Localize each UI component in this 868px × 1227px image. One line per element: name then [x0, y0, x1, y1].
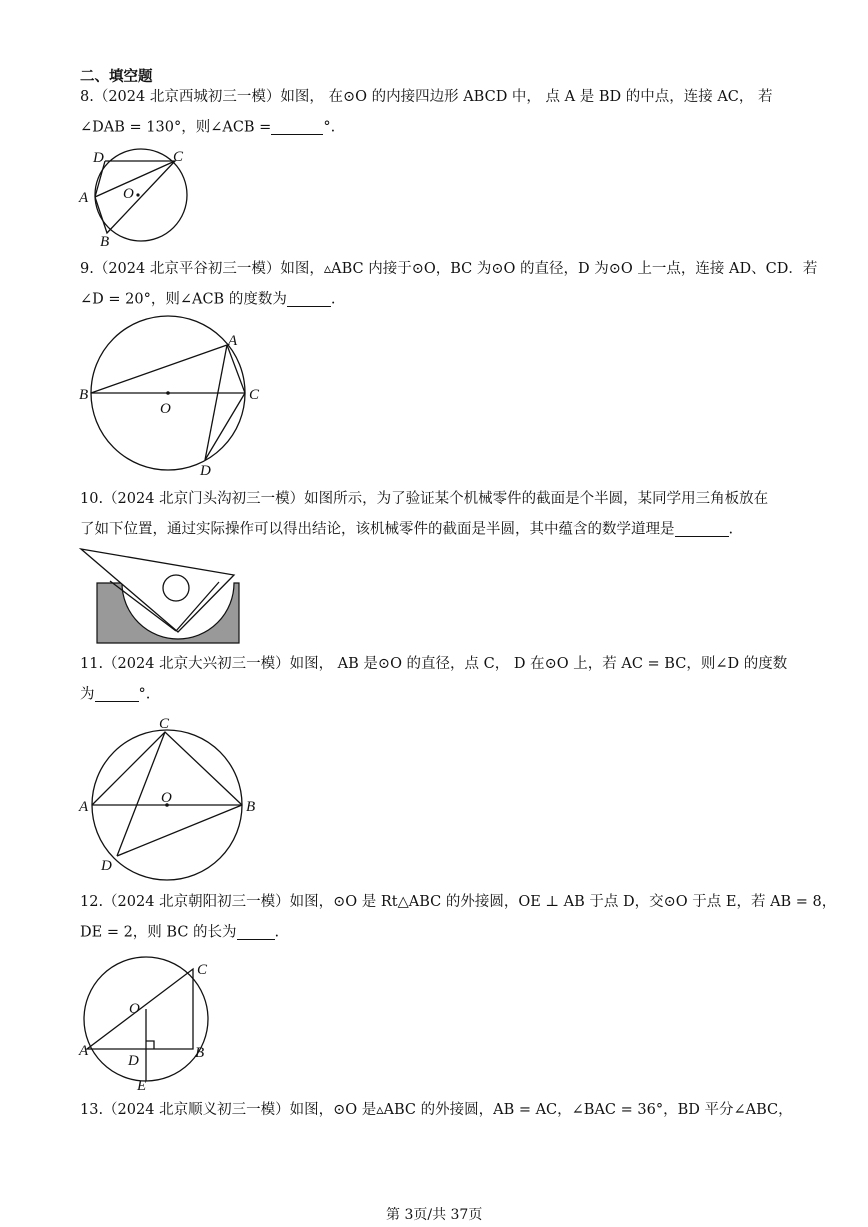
q11-label-o: O — [161, 790, 172, 806]
q12-label-d: D — [128, 1053, 139, 1069]
q8-segment-ac — [95, 161, 175, 197]
q9-answer-blank — [287, 292, 331, 307]
q12-right-angle-mark — [146, 1041, 154, 1049]
q12-line2-end: . — [274, 924, 280, 941]
q11-label-b: B — [246, 799, 256, 815]
q10-line1: 10.（2024 北京门头沟初三一模）如图所示，为了验证某个机械零件的截面是个半圆，某同学用三角板放在 — [80, 491, 769, 507]
q11-answer-blank — [95, 687, 139, 702]
q12-line2-text: DE = 2，则 BC 的长为 — [80, 924, 237, 941]
q9-label-d: D — [200, 463, 211, 479]
q8-figure — [75, 145, 195, 250]
q9-line2-end: . — [330, 291, 336, 308]
q11-label-a: A — [79, 799, 89, 815]
q9-center-dot — [166, 391, 170, 395]
q11-segment-cd — [117, 732, 165, 856]
q8-label-d: D — [93, 150, 104, 166]
q8-answer-blank — [271, 120, 323, 135]
q12-label-b: B — [195, 1045, 205, 1061]
q8-quadrilateral — [95, 161, 175, 233]
q10-figure — [75, 545, 245, 647]
q12-label-a: A — [79, 1043, 89, 1059]
q11-line2-text: 为 — [80, 686, 95, 703]
q9-label-a: A — [228, 333, 238, 349]
q9-label-o: O — [160, 401, 171, 417]
q12-answer-blank — [237, 925, 275, 940]
q10-ruler-hole — [163, 575, 189, 601]
q9-segment-ba — [91, 345, 227, 393]
q12-label-e: E — [137, 1078, 147, 1094]
q10-line2-end: . — [728, 521, 734, 538]
q9-segment-ac — [227, 345, 245, 393]
page-number: 第 3页/共 37页 — [386, 1207, 483, 1223]
q8-label-a: A — [79, 190, 89, 206]
q12-line2 — [80, 925, 279, 940]
q8-center-dot — [136, 193, 139, 196]
q11-label-c: C — [159, 716, 170, 732]
q8-line2-text: ∠DAB = 130°，则∠ACB = — [80, 119, 272, 136]
q8-line2-end: °. — [323, 119, 336, 136]
q9-line2-text: ∠D = 20°，则∠ACB 的度数为 — [80, 291, 287, 308]
q8-label-b: B — [100, 234, 110, 250]
q9-line2 — [80, 292, 335, 307]
q10-line2-text: 了如下位置，通过实际操作可以得出结论，该机械零件的截面是半圆，其中蕴含的数学道理是 — [80, 521, 675, 538]
section-title: 二、填空题 — [80, 69, 153, 85]
q9-label-b: B — [79, 387, 89, 403]
q8-line2 — [80, 120, 335, 135]
q11-line1: 11.（2024 北京大兴初三一模）如图， AB 是⊙O 的直径，点 C， D 在⊙O 上，若 AC = BC，则∠D 的度数 — [80, 656, 788, 672]
q10-line2 — [80, 522, 733, 537]
q11-segment-db — [117, 805, 242, 856]
q12-label-o: O — [129, 1001, 140, 1017]
q12-right-triangle — [87, 969, 193, 1049]
q8-line1: 8.（2024 北京西城初三一模）如图， 在⊙O 的内接四边形 ABCD 中， 点 A 是 BD 的中点，连接 AC， 若 — [80, 89, 773, 105]
q11-figure — [75, 712, 270, 877]
q12-figure — [75, 955, 225, 1095]
q8-label-c: C — [173, 149, 184, 165]
q9-line1: 9.（2024 北京平谷初三一模）如图，▵ABC 内接于⊙O，BC 为⊙O 的直径，D 为⊙O 上一点，连接 AD、CD．若 — [80, 261, 818, 277]
q13-line1: 13.（2024 北京顺义初三一模）如图，⊙O 是▵ABC 的外接圆，AB = AC，∠BAC = 36°，BD 平分∠ABC， — [80, 1102, 793, 1118]
q11-line2 — [80, 687, 150, 702]
q12-label-c: C — [197, 962, 208, 978]
q11-label-d: D — [101, 858, 112, 874]
q10-answer-blank — [675, 522, 729, 537]
q9-label-c: C — [249, 387, 260, 403]
q9-figure — [75, 315, 270, 480]
q8-label-o: O — [123, 186, 134, 202]
q11-line2-end: °. — [138, 686, 151, 703]
q12-line1: 12.（2024 北京朝阳初三一模）如图，⊙O 是 Rt△ABC 的外接圆，OE ⊥ AB 于点 D，交⊙O 于点 E，若 AB = 8， — [80, 894, 837, 910]
